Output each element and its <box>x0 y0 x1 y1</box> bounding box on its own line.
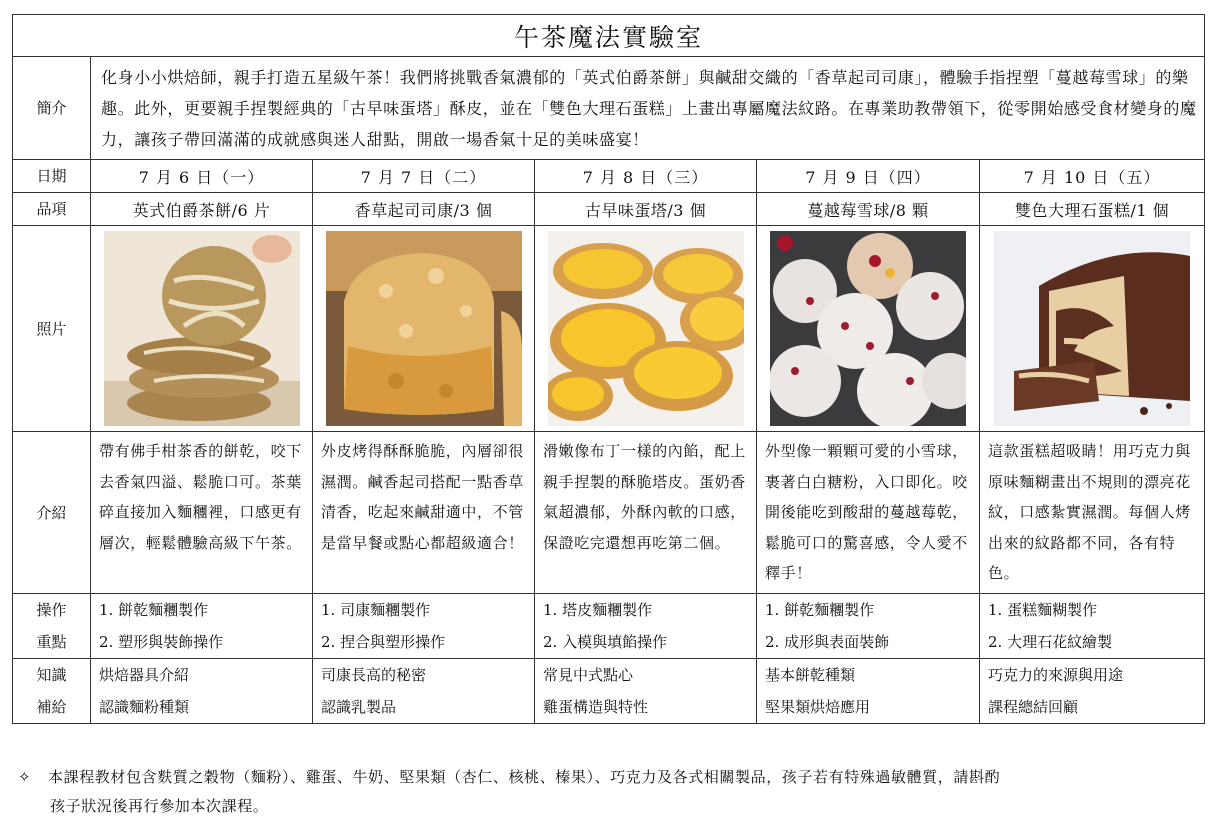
operation-step-2: 2. 捏合與塑形操作 <box>321 633 446 651</box>
knowledge-topic-2: 課程總結回顧 <box>988 698 1079 716</box>
date-day-3: 7 月 8 日（三） <box>535 160 757 193</box>
knowledge-topic-2: 堅果類烘焙應用 <box>765 698 871 716</box>
scone-photo <box>326 231 522 426</box>
sparkle-icon: ✧ <box>18 768 32 786</box>
operation-step-1: 1. 司康麵糰製作 <box>321 601 431 619</box>
item-day-5: 雙色大理石蛋糕/1 個 <box>980 193 1205 226</box>
date-day-5: 7 月 10 日（五） <box>980 160 1205 193</box>
desc-day-2: 外皮烤得酥酥脆脆，內層卻很濕潤。鹹香起司搭配一點香草清香，吃起來鹹甜適中，不管是當早餐或點心都超級適合！ <box>313 432 535 594</box>
knowledge-topic-2: 認識麵粉種類 <box>99 698 190 716</box>
marble-cake-photo <box>994 231 1190 426</box>
knowledge-topic-1: 烘焙器具介紹 <box>99 666 190 684</box>
operation-day-4 <box>757 594 980 659</box>
operation-step-1: 1. 餅乾麵糰製作 <box>99 601 209 619</box>
date-day-2: 7 月 7 日（二） <box>313 160 535 193</box>
item-day-3: 古早味蛋塔/3 個 <box>535 193 757 226</box>
knowledge-topic-1: 司康長高的秘密 <box>321 666 427 684</box>
label-item: 品項 <box>13 193 91 226</box>
item-day-2: 香草起司司康/3 個 <box>313 193 535 226</box>
label-date: 日期 <box>13 160 91 193</box>
label-operation-line2: 重點 <box>36 633 67 651</box>
date-day-1: 7 月 6 日（一） <box>91 160 313 193</box>
allergy-note-line2: 孩子狀況後再行參加本次課程。 <box>50 797 269 815</box>
knowledge-day-5 <box>980 659 1205 724</box>
desc-day-4: 外型像一顆顆可愛的小雪球，裹著白白糖粉，入口即化。咬開後能吃到酸甜的蔓越莓乾，鬆脆可口的驚喜感，令人愛不釋手！ <box>757 432 980 594</box>
operation-day-3 <box>535 594 757 659</box>
knowledge-day-4 <box>757 659 980 724</box>
operation-day-1 <box>91 594 313 659</box>
operation-step-1: 1. 塔皮麵糰製作 <box>543 601 653 619</box>
cranberry-snowball-photo <box>770 231 966 426</box>
item-day-1: 英式伯爵茶餅/6 片 <box>91 193 313 226</box>
label-operation-line1: 操作 <box>36 601 67 619</box>
desc-day-5: 這款蛋糕超吸睛！用巧克力與原味麵糊畫出不規則的漂亮花紋，口感紮實濕潤。每個人烤出來的紋路都不同，各有特色。 <box>980 432 1205 594</box>
knowledge-topic-2: 雞蛋構造與特性 <box>543 698 649 716</box>
knowledge-topic-1: 基本餅乾種類 <box>765 666 856 684</box>
item-day-4: 蔓越莓雪球/8 顆 <box>757 193 980 226</box>
operation-step-2: 2. 入模與填餡操作 <box>543 633 668 651</box>
knowledge-topic-1: 常見中式點心 <box>543 666 634 684</box>
egg-tart-photo <box>548 231 744 426</box>
knowledge-topic-2: 認識乳製品 <box>321 698 397 716</box>
operation-step-1: 1. 蛋糕麵糊製作 <box>988 601 1098 619</box>
page-title: 午茶魔法實驗室 <box>13 15 1205 57</box>
allergy-note <box>18 763 1198 821</box>
operation-step-2: 2. 塑形與裝飾操作 <box>99 633 224 651</box>
allergy-note-line1: 本課程教材包含麩質之穀物（麵粉）、雞蛋、牛奶、堅果類（杏仁、核桃、榛果）、巧克力及各式相關製品，孩子若有特殊過敏體質，請斟酌 <box>48 768 1001 786</box>
desc-day-3: 滑嫩像布丁一樣的內餡，配上親手捏製的酥脆塔皮。蛋奶香氣超濃郁，外酥內軟的口感，保證吃完還想再吃第二個。 <box>535 432 757 594</box>
earl-grey-cookie-photo <box>104 231 300 426</box>
desc-day-1: 帶有佛手柑茶香的餅乾，咬下去香氣四溢、鬆脆口可。茶葉碎直接加入麵糰裡，口感更有層次，輕鬆體驗高級下午茶。 <box>91 432 313 594</box>
label-knowledge <box>13 659 91 724</box>
knowledge-day-3 <box>535 659 757 724</box>
label-intro: 簡介 <box>13 57 91 160</box>
operation-step-2: 2. 成形與表面裝飾 <box>765 633 890 651</box>
operation-day-5 <box>980 594 1205 659</box>
label-knowledge-line2: 補給 <box>36 698 67 716</box>
date-day-4: 7 月 9 日（四） <box>757 160 980 193</box>
label-operation <box>13 594 91 659</box>
operation-step-2: 2. 大理石花紋繪製 <box>988 633 1113 651</box>
label-photo: 照片 <box>13 226 91 432</box>
knowledge-topic-1: 巧克力的來源與用途 <box>988 666 1124 684</box>
intro-text: 化身小小烘焙師，親手打造五星級午茶！我們將挑戰香氣濃郁的「英式伯爵茶餅」與鹹甜交織的「香草起司司康」，體驗手指捏塑「蔓越莓雪球」的樂趣。此外，更要親手捏製經典的「古早味蛋塔」酥皮，並在「雙色大理石蛋糕」上畫出專屬魔法紋路。在專業助教帶領下，從零開始感受食材變身的魔力，讓孩子帶回滿滿的成就感與迷人甜點，開啟一場香氣十足的美味盛宴！ <box>91 57 1205 160</box>
knowledge-day-1 <box>91 659 313 724</box>
operation-step-1: 1. 餅乾麵糰製作 <box>765 601 875 619</box>
label-knowledge-line1: 知識 <box>36 666 67 684</box>
label-desc: 介紹 <box>13 432 91 594</box>
operation-day-2 <box>313 594 535 659</box>
schedule-table <box>12 14 1205 724</box>
knowledge-day-2 <box>313 659 535 724</box>
